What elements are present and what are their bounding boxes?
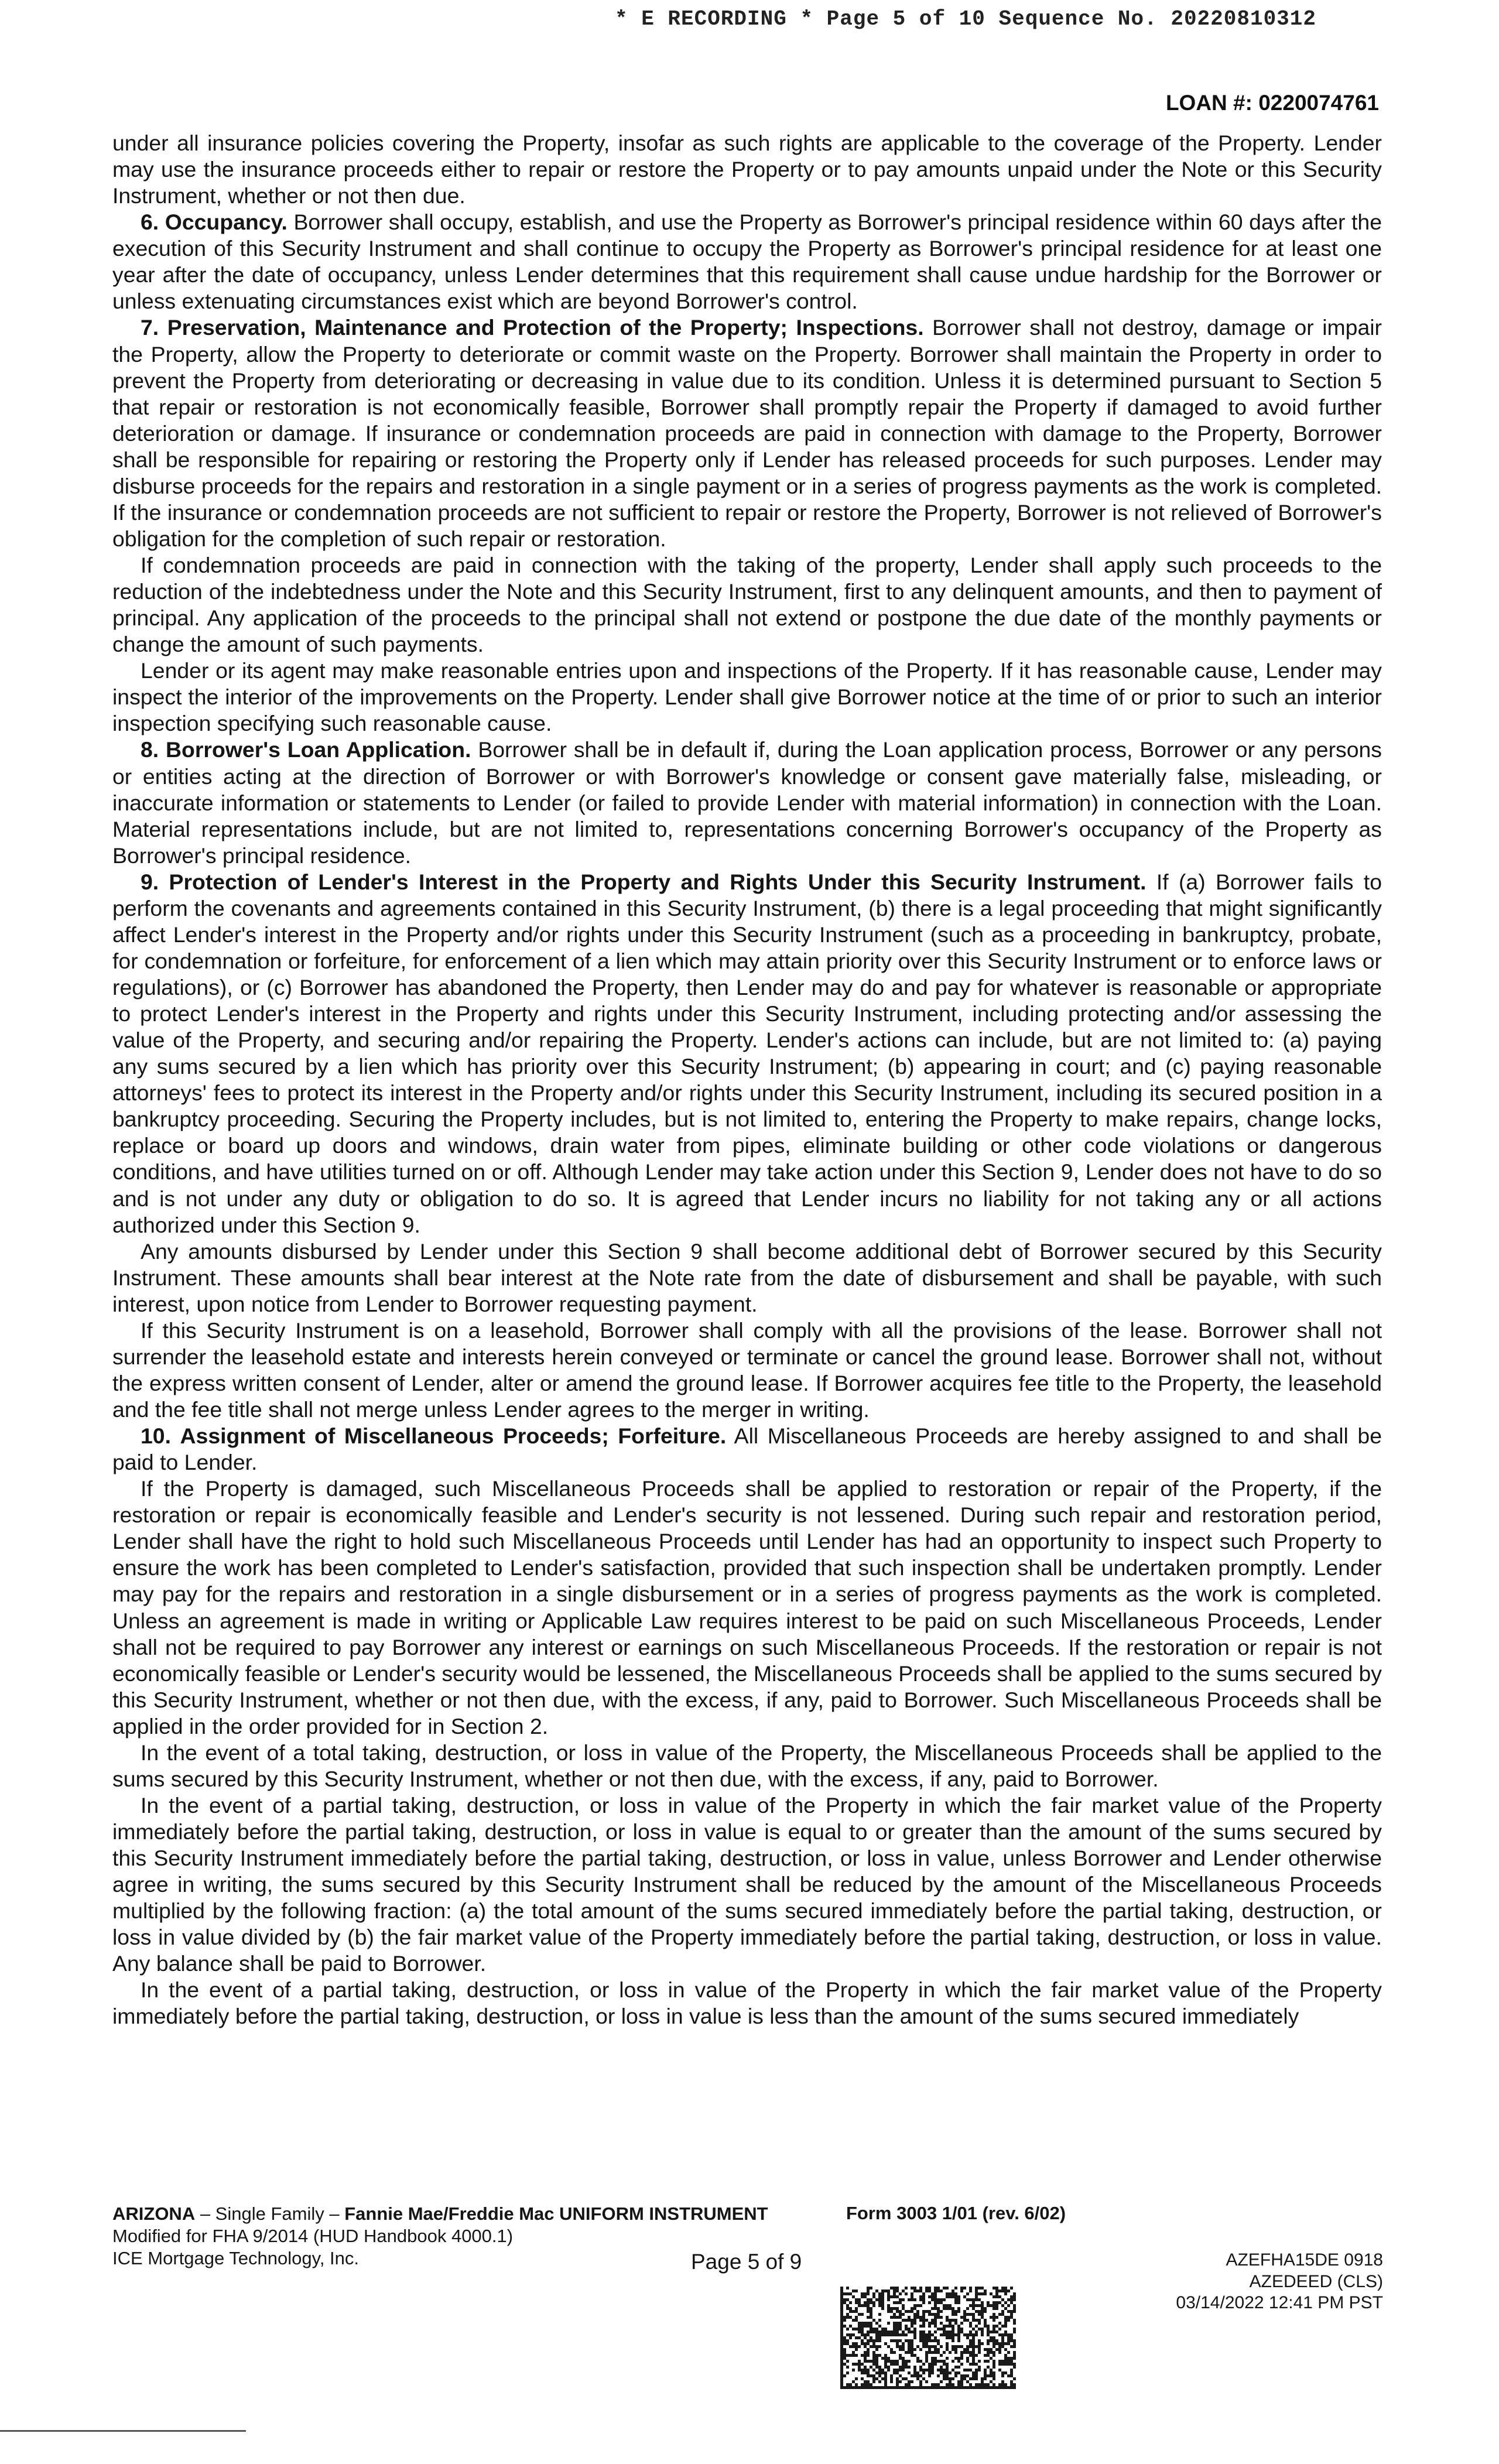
paragraph: Lender or its agent may make reasonable entries upon and inspections of the Property. If it has reasonable cause, Lender may inspect the interior of the improvements on the Property. Lender shall give Borrower notice at the time of or prior to such an interior inspection specifying such reasonable cause. — [112, 658, 1382, 736]
footer-dash: – Single Family – — [195, 2203, 345, 2224]
2d-barcode-icon — [840, 2287, 1016, 2389]
paragraph: In the event of a partial taking, destruction, or loss in value of the Property in which the fair market value of the Property immediately before the partial taking, destruction, or loss in value is less than the amount of the sums secured immediately — [112, 1977, 1382, 2029]
section-10-assignment — [112, 1423, 1382, 1476]
paragraph: In the event of a partial taking, destruction, or loss in value of the Property in which the fair market value of the Property immediately before the partial taking, destruction, or loss in value is equal to or greater than the amount of the sums secured by this Security Instrument immediately before the partial taking, destruction, or loss in value, unless Borrower and Lender otherwise agree in writing, the sums secured by this Security Instrument shall be reduced by the amount of the Miscellaneous Proceeds multiplied by the following fraction: (a) the total amount of the sums secured immediately before the partial taking, destruction, or loss in value divided by (b) the fair market value of the Property immediately before the partial taking, destruction, or loss in value. Any balance shall be paid to Borrower. — [112, 1792, 1382, 1976]
section-title: Assignment of Miscellaneous Proceeds; Forfeiture. — [180, 1423, 727, 1449]
section-6-occupancy — [112, 209, 1382, 314]
section-text: Borrower shall occupy, establish, and use the Property as Borrower's principal residence within 60 days after the execution of this Security Instrument and shall continue to occupy the Property as Borrower's principal residence for at least one year after the date of occupancy, unless Lender determines that this requirement shall cause undue hardship for the Borrower or unless extenuating circumstances exist which are beyond Borrower's control. — [112, 210, 1382, 314]
footer-timestamp: 03/14/2022 12:41 PM PST — [1176, 2293, 1383, 2313]
paragraph: If the Property is damaged, such Miscellaneous Proceeds shall be applied to restoration or repair of the Property, if the restoration or repair is economically feasible and Lender's security is not lessened. During such repair and restoration period, Lender shall have the right to hold such Miscellaneous Proceeds until Lender has had an opportunity to inspect such Property to ensure the work has been completed to Lender's satisfaction, provided that such inspection shall be undertaken promptly. Lender may pay for the repairs and restoration in a single disbursement or in a series of progress payments as the work is completed. Unless an agreement is made in writing or Applicable Law requires interest to be paid on such Miscellaneous Proceeds, Lender shall not be required to pay Borrower any interest or earnings on such Miscellaneous Proceeds. If the restoration or repair is not economically feasible or Lender's security would be lessened, the Miscellaneous Proceeds shall be applied to the sums secured by this Security Instrument, whether or not then due, with the excess, if any, paid to Borrower. Such Miscellaneous Proceeds shall be applied in the order provided for in Section 2. — [112, 1476, 1382, 1739]
footer-code-1: AZEFHA15DE 0918 — [1226, 2250, 1383, 2270]
paragraph: In the event of a total taking, destruction, or loss in value of the Property, the Miscellaneous Proceeds shall be applied to the sums secured by this Security Instrument, whether or not then due, with the excess, if any, paid to Borrower. — [112, 1740, 1382, 1791]
footer-code-2: AZEDEED (CLS) — [1249, 2271, 1383, 2291]
paragraph: If condemnation proceeds are paid in connection with the taking of the property, Lender shall apply such proceeds to the reduction of the indebtedness under the Note and this Security Instrument, first to any delinquent amounts, and then to payment of principal. Any application of the proceeds to the principal shall not extend or postpone the due date of the monthly payments or change the amount of such payments. — [112, 553, 1382, 657]
bottom-divider — [0, 2430, 246, 2432]
section-text: Borrower shall be in default if, during the Loan application process, Borrower or any persons or entities acting at the direction of Borrower or with Borrower's knowledge or consent gave materially false, misleading, or inaccurate information or statements to Lender (or failed to provide Lender with material information) in connection with the Loan. Material representations include, but are not limited to, representations concerning Borrower's occupancy of the Property as Borrower's principal residence. — [112, 737, 1382, 868]
section-title: Protection of Lender's Interest in the Property and Rights Under this Security Instrument. — [169, 869, 1147, 894]
section-number: 7. — [141, 315, 159, 340]
section-7-preservation — [112, 314, 1382, 552]
section-title: Occupancy. — [165, 210, 288, 235]
paragraph-continuation: under all insurance policies covering the Property, insofar as such rights are applicable to the coverage of the Property. Lender may use the insurance proceeds either to repair or restore the Property or to pay amounts unpaid under the Note or this Security Instrument, whether or not then due. — [112, 131, 1382, 208]
section-number: 8. — [141, 737, 159, 762]
footer-company: ICE Mortgage Technology, Inc. — [112, 2247, 360, 2268]
loan-number: LOAN #: 0220074761 — [1165, 91, 1379, 115]
footer-form-number: Form 3003 1/01 (rev. 6/02) — [846, 2203, 1066, 2223]
recording-header: * E RECORDING * Page 5 of 10 Sequence No. 20220810312 — [615, 7, 1316, 31]
section-number: 6. — [141, 210, 159, 235]
footer-state: ARIZONA — [112, 2203, 196, 2224]
section-9-protection — [112, 869, 1382, 1238]
section-number: 10. — [141, 1423, 171, 1449]
section-text: Borrower shall not destroy, damage or impair the Property, allow the Property to deteriorate or commit waste on the Property. Borrower shall maintain the Property in order to prevent the Property from deteriorating or decreasing in value due to its condition. Unless it is determined pursuant to Section 5 that repair or restoration is not economically feasible, Borrower shall promptly repair the Property if damaged to avoid further deterioration or damage. If insurance or condemnation proceeds are paid in connection with damage to the Property, Borrower shall be responsible for repairing or restoring the Property only if Lender has released proceeds for such purposes. Lender may disburse proceeds for the repairs and restoration in a single payment or in a series of progress payments as the work is completed. If the insurance or condemnation proceeds are not sufficient to repair or restore the Property, Borrower is not relieved of Borrower's obligation for the completion of such repair or restoration. — [112, 315, 1382, 551]
footer-page-number: Page 5 of 9 — [691, 2250, 802, 2274]
paragraph: Any amounts disbursed by Lender under this Section 9 shall become additional debt of Borrower secured by this Security Instrument. These amounts shall bear interest at the Note rate from the date of disbursement and shall be payable, with such interest, upon notice from Lender to Borrower requesting payment. — [112, 1238, 1382, 1316]
section-title: Borrower's Loan Application. — [166, 737, 471, 762]
section-title: Preservation, Maintenance and Protection of the Property; Inspections. — [167, 315, 924, 340]
paragraph: If this Security Instrument is on a leasehold, Borrower shall comply with all the provisions of the lease. Borrower shall not surrender the leasehold estate and interests herein conveyed or terminate or cancel the ground lease. Borrower shall not, without the express written consent of Lender, alter or amend the ground lease. If Borrower acquires fee title to the Property, the leasehold and the fee title shall not merge unless Lender agrees to the merger in writing. — [112, 1317, 1382, 1422]
footer-instrument: Fannie Mae/Freddie Mac UNIFORM INSTRUMENT — [344, 2203, 768, 2224]
footer-codes — [1176, 2250, 1383, 2314]
section-text: If (a) Borrower fails to perform the covenants and agreements contained in this Security Instrument, (b) there is a legal proceeding that might significantly affect Lender's interest in the Property and/or rights under this Security Instrument (such as a proceeding in bankruptcy, probate, for condemnation or forfeiture, for enforcement of a lien which may attain priority over this Security Instrument or to enforce laws or regulations), or (c) Borrower has abandoned the Property, then Lender may do and pay for whatever is reasonable or appropriate to protect Lender's interest in the Property and rights under this Security Instrument, including protecting and/or assessing the value of the Property, and securing and/or repairing the Property. Lender's actions can include, but are not limited to: (a) paying any sums secured by a lien which has priority over this Security Instrument; (b) appearing in court; and (c) paying reasonable attorneys' fees to protect its interest in the Property and/or rights under this Security Instrument, including its secured position in a bankruptcy proceeding. Securing the Property includes, but is not limited to, entering the Property to make repairs, change locks, replace or board up doors and windows, drain water from pipes, eliminate building or other code violations or dangerous conditions, and have utilities turned on or off. Although Lender may take action under this Section 9, Lender does not have to do so and is not under any duty or obligation to do so. It is agreed that Lender incurs no liability for not taking any or all actions authorized under this Section 9. — [112, 869, 1382, 1237]
footer-title-line — [112, 2203, 874, 2225]
document-body — [112, 130, 1382, 2030]
footer-modified: Modified for FHA 9/2014 (HUD Handbook 4000.1) — [112, 2225, 514, 2246]
section-number: 9. — [141, 869, 159, 894]
section-8-loan-application — [112, 737, 1382, 868]
section-text: All Miscellaneous Proceeds are hereby assigned to and shall be paid to Lender. — [112, 1423, 1382, 1475]
